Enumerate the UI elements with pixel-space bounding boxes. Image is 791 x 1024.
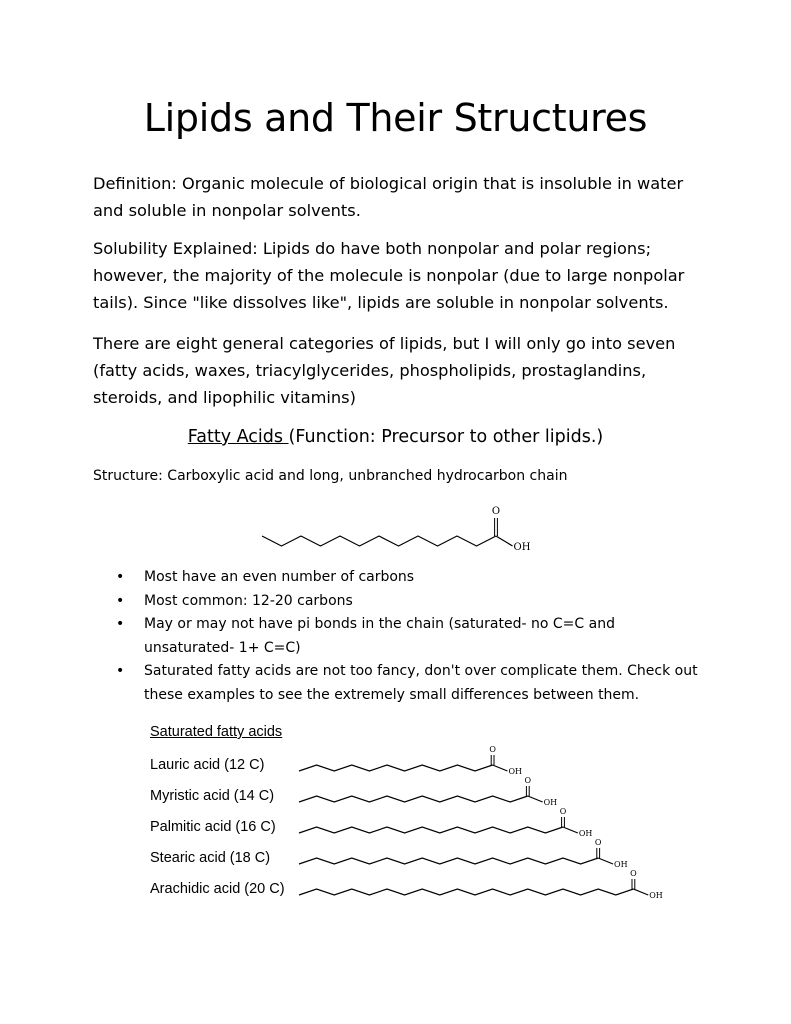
acid-4-oxygen-label: O xyxy=(630,868,637,878)
acid-3-hydroxyl-label: OH xyxy=(614,860,628,870)
generic-acid-hydroxyl-label: OH xyxy=(513,542,531,553)
acid-label-myristic: Myristic acid (14 C) xyxy=(150,788,275,804)
structure-description: Structure: Carboxylic acid and long, unbranched hydrocarbon chain xyxy=(93,468,568,484)
fatty-acids-heading-title: Fatty Acids xyxy=(187,427,289,447)
bullet-icon: • xyxy=(116,569,125,585)
acid-1-carbon-chain xyxy=(299,796,528,802)
acid-2-oxygen-label: O xyxy=(559,806,567,816)
acid-0-hydroxyl-label: OH xyxy=(508,767,522,777)
list-item: • Saturated fatty acids are not too fancy, don't over complicate them. Check out these examples to see the extremely small differences between them. xyxy=(114,660,704,707)
acid-1-oxygen-label: O xyxy=(524,775,532,785)
categories-paragraph: There are eight general categories of lipids, but I will only go into seven (fatty acids, waxes, triacylglycerides, phospholipids, prostaglandins, steroids, and lipophilic vitamins) xyxy=(93,334,676,407)
bullet-icon: • xyxy=(116,592,125,609)
acid-0-hydroxyl-bond xyxy=(493,765,508,771)
definition-paragraph: Definition: Organic molecule of biological origin that is insoluble in water and soluble in nonpolar solvents. xyxy=(93,174,684,220)
acid-4-hydroxyl-label: OH xyxy=(649,891,663,901)
acid-0-carbon-chain xyxy=(299,765,493,771)
generic-acid-hydroxyl-bond xyxy=(496,536,513,546)
acid-label-arachidic: Arachidic acid (20 C) xyxy=(150,881,285,897)
acid-1-hydroxyl-label: OH xyxy=(543,798,558,808)
acid-4-carbon-chain xyxy=(299,889,633,895)
fatty-acid-facts-list xyxy=(114,566,704,707)
fatty-acids-heading-function: (Function: Precursor to other lipids.) xyxy=(288,427,604,447)
generic-acid-carbon-chain xyxy=(262,536,496,546)
acid-2-hydroxyl-bond xyxy=(563,827,578,833)
acid-3-hydroxyl-bond xyxy=(598,858,613,864)
acid-0-oxygen-label: O xyxy=(489,744,496,754)
list-item: • Most common: 12-20 carbons xyxy=(114,590,704,614)
acid-label-stearic: Stearic acid (18 C) xyxy=(150,850,271,866)
list-item: • May or may not have pi bonds in the chain (saturated- no C=C and unsaturated- 1+ C=C) xyxy=(114,613,704,660)
page-title: Lipids and Their Structures xyxy=(143,96,648,140)
solubility-paragraph: Solubility Explained: Lipids do have both nonpolar and polar regions; however, the majority of the molecule is nonpolar (due to large nonpolar tails). Since "like dissolves like", lipids are soluble in nonpolar solvents. xyxy=(93,239,685,312)
generic-acid-oxygen-label: O xyxy=(491,506,501,517)
saturated-fatty-acids-title: Saturated fatty acids xyxy=(150,724,283,740)
acid-4-hydroxyl-bond xyxy=(633,889,648,895)
acid-label-palmitic: Palmitic acid (16 C) xyxy=(150,819,276,835)
acid-3-oxygen-label: O xyxy=(594,837,602,847)
list-item: • Most have an even number of carbons xyxy=(114,566,704,590)
bullet-icon: • xyxy=(116,616,125,632)
acid-3-carbon-chain xyxy=(299,858,598,864)
acid-1-hydroxyl-bond xyxy=(528,796,543,802)
acid-2-hydroxyl-label: OH xyxy=(578,829,593,839)
acid-2-carbon-chain xyxy=(299,827,563,833)
acid-label-lauric: Lauric acid (12 C) xyxy=(150,757,265,773)
bullet-icon: • xyxy=(116,663,125,679)
